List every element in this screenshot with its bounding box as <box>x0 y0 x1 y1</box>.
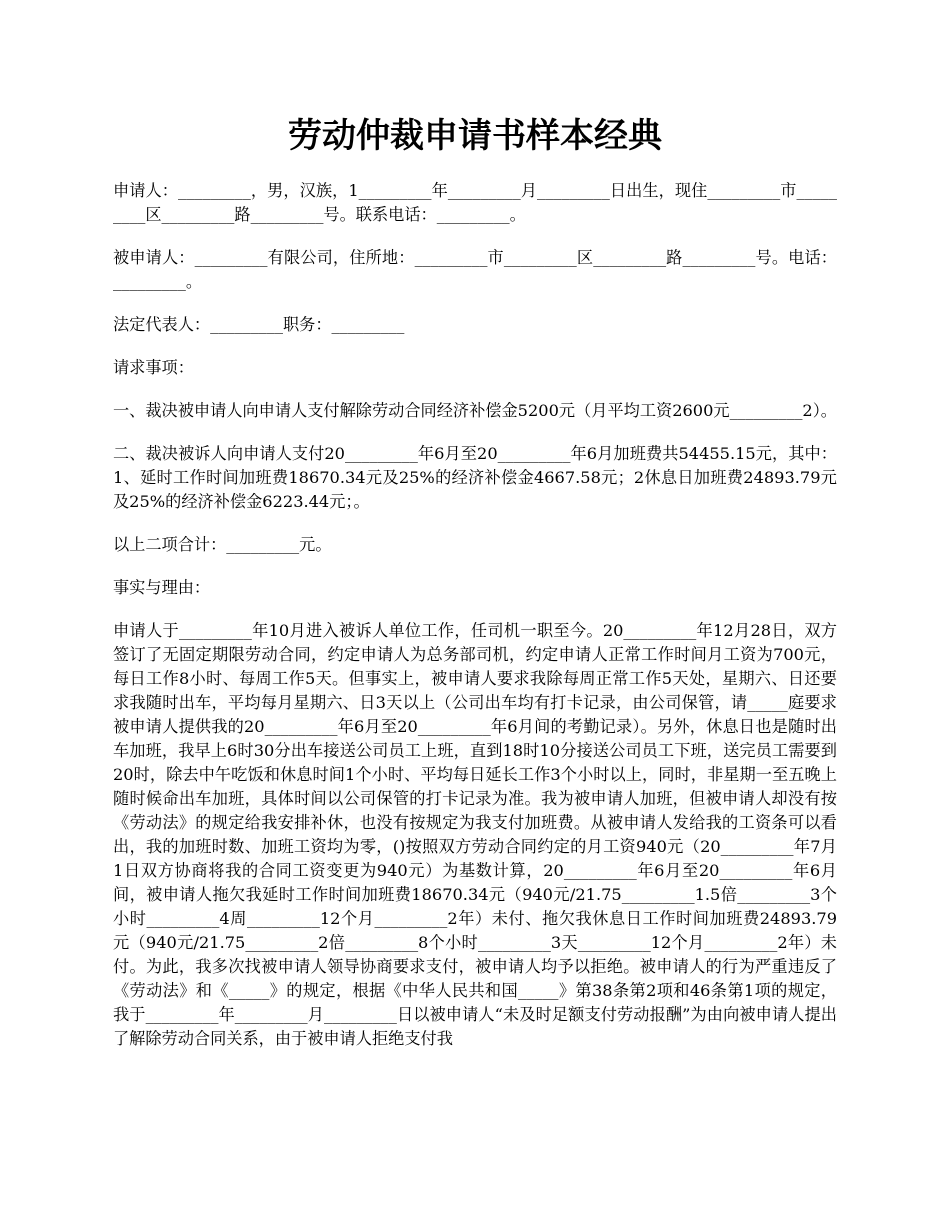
facts-paragraph: 申请人于_________年10月进入被诉人单位工作，任司机一职至今。20_________年12月28日，双方签订了无固定期限劳动合同，约定申请人为总务部司机，约定申请人正常工作时间月工资为700元，每日工作8小时、每周工作5天。但事实上，被申请人要求我除每周正常工作5天处，星期六、日还要求我随时出车，平均每月星期六、日3天以上（公司出车均有打卡记录，由公司保管，请_____庭要求被申请人提供我的20_________年6月至20_________年6月间的考勤记录）。另外，休息日也是随时出车加班，我早上6时30分出车接送公司员工上班，直到18时10分接送公司员工下班，送完员工需要到20时，除去中午吃饭和休息时间1个小时、平均每日延长工作3个小时以上，同时，非星期一至五晚上随时候命出车加班，具体时间以公司保管的打卡记录为准。我为被申请人加班，但被申请人却没有按《劳动法》的规定给我安排补休，也没有按规定为我支付加班费。从被申请人发给我的工资条可以看出，我的加班时数、加班工资均为零，()按照双方劳动合同约定的月工资940元（20_________年7月1日双方协商将我的合同工资变更为940元）为基数计算，20_________年6月至20_________年6月间，被申请人拖欠我延时工作时间加班费18670.34元（940元/21.75_________1.5倍_________3个小时_________4周_________12个月_________2年）未付、拖欠我休息日工作时间加班费24893.79元（940元/21.75_________2倍_________8个小时_________3天_________12个月_________2年）未付。为此，我多次找被申请人领导协商要求支付，被申请人均予以拒绝。被申请人的行为严重违反了《劳动法》和《_____》的规定，根据《中华人民共和国_____》第38条第2项和46条第1项的规定，我于_________年_________月_________日以被申请人“未及时足额支付劳动报酬”为由向被申请人提出了解除劳动合同关系，由于被申请人拒绝支付我 <box>113 621 837 1048</box>
document-body <box>113 179 837 1069</box>
respondent-info-paragraph: 被申请人：_________有限公司，住所地：_________市_________区_________路_________号。电话：_________。 <box>113 248 837 291</box>
document-title: 劳动仲裁申请书样本经典 <box>288 116 662 156</box>
claims-heading: 请求事项： <box>113 358 194 377</box>
total-paragraph: 以上二项合计：_________元。 <box>113 535 332 554</box>
claim-one-paragraph: 一、裁决被申请人向申请人支付解除劳动合同经济补偿金5200元（月平均工资2600元_________2）。 <box>113 401 837 420</box>
claim-two-paragraph: 二、裁决被诉人向申请人支付20_________年6月至20_________年6月加班费共54455.15元，其中：1、延时工作时间加班费18670.34元及25%的经济补偿金4667.58元；2休息日加班费24893.79元及25%的经济补偿金6223.44元；。 <box>113 444 837 511</box>
legal-representative-paragraph: 法定代表人：_________职务：_________ <box>113 315 405 334</box>
facts-heading: 事实与理由： <box>113 578 211 597</box>
applicant-info-paragraph: 申请人：_________，男，汉族，1_________年_________月_________日出生，现住_________市_________区_________路_________号。联系电话：_________。 <box>113 181 837 224</box>
